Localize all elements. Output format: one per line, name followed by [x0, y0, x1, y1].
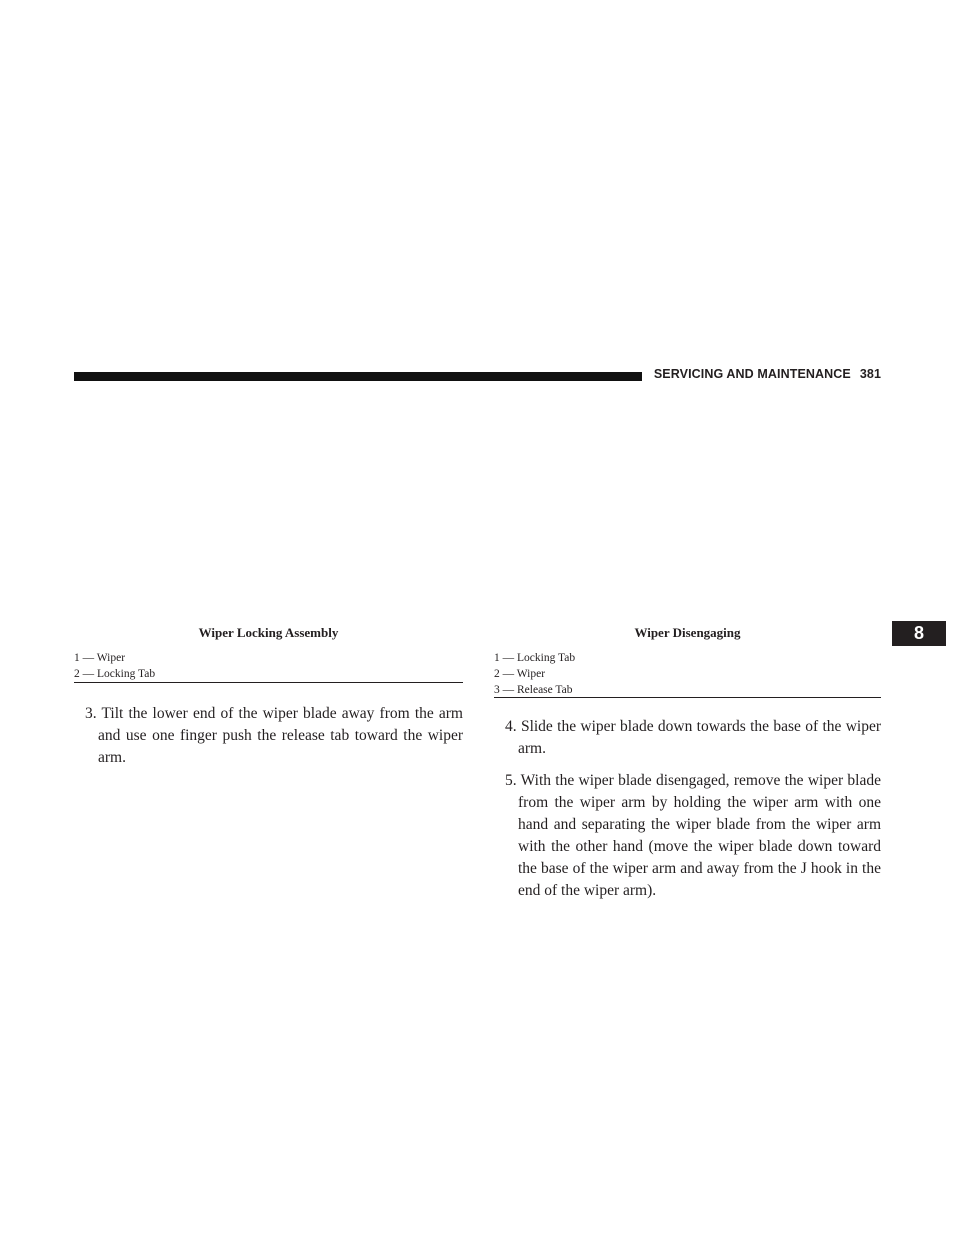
chapter-tab[interactable]: 8: [892, 621, 946, 646]
legend-item: 1 — Wiper: [74, 652, 126, 664]
header-rule: [74, 372, 642, 381]
legend-item: 1 — Locking Tab: [494, 652, 576, 664]
section-title: SERVICING AND MAINTENANCE: [653, 367, 851, 381]
step-3: 3. Tilt the lower end of the wiper blade away from the arm and use one finger push the release tab toward the wiper arm.: [85, 705, 463, 766]
left-figure-title: Wiper Locking Assembly: [198, 625, 339, 640]
running-header: [651, 367, 881, 381]
right-figure-rule: [494, 697, 881, 698]
step-4: 4. Slide the wiper blade down towards the base of the wiper arm.: [505, 718, 881, 757]
right-figure-title: Wiper Disengaging: [634, 625, 741, 640]
left-figure-legend: [74, 650, 155, 682]
right-figure-legend: [494, 650, 575, 698]
legend-item: 2 — Locking Tab: [74, 668, 156, 680]
page-number: 381: [859, 367, 881, 381]
legend-item: 2 — Wiper: [494, 668, 546, 680]
legend-item: 3 — Release Tab: [494, 684, 573, 696]
step-5: 5. With the wiper blade disengaged, remove the wiper blade from the wiper arm by holding the wiper arm with one hand and separating the wiper blade from the wiper arm with the other hand (move the wiper blade down toward the base of the wiper arm and away from the J hook in the end of the wiper arm).: [505, 772, 881, 899]
left-figure-rule: [74, 682, 463, 683]
